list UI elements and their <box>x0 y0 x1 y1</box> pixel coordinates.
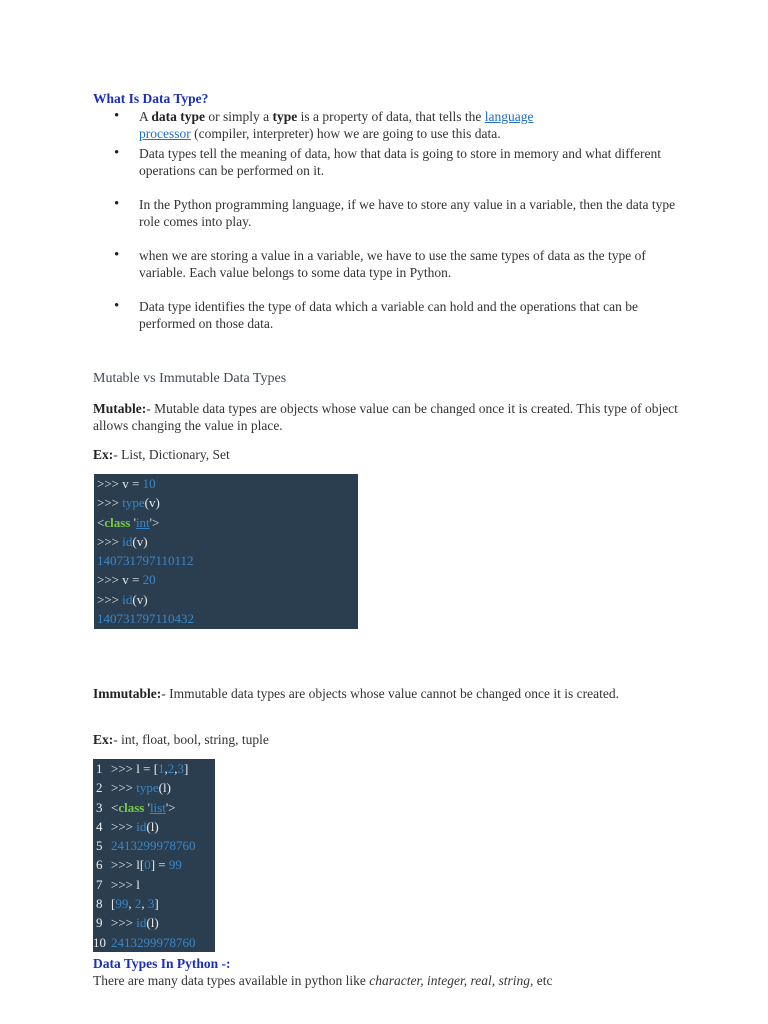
example-label: Ex: <box>93 732 114 747</box>
line-number: 8 <box>96 896 103 912</box>
code-text: >>> l[ <box>111 857 145 873</box>
code-function: type <box>136 780 159 796</box>
code-text: [ <box>111 896 116 912</box>
immutable-label: Immutable: <box>93 686 162 701</box>
code-number: 20 <box>142 572 156 588</box>
code-text: ] = <box>150 857 169 873</box>
code-line <box>93 875 215 894</box>
section-heading: Data Types In Python -: <box>93 956 231 971</box>
code-number: 2413299978760 <box>111 934 196 950</box>
example-text: - int, float, bool, string, tuple <box>113 732 269 747</box>
definition-list <box>112 108 682 332</box>
list-item: • Data types tell the meaning of data, how that data is going to store in memory and what different operations can be performed on it. <box>112 145 682 179</box>
code-block-immutable <box>93 759 215 952</box>
code-text: ] <box>154 896 159 912</box>
line-number: 1 <box>96 761 103 776</box>
code-text: (v) <box>132 591 148 607</box>
code-text: ' <box>130 514 136 530</box>
code-line <box>94 474 358 493</box>
code-function: id <box>122 533 133 549</box>
text: A <box>139 109 152 124</box>
code-text: , <box>128 896 135 912</box>
code-text: '> <box>165 799 176 815</box>
mutable-text: - Mutable data types are objects whose value can be changed once it is created. This type of object allows changing the value in place. <box>93 401 678 433</box>
code-function: id <box>136 818 147 834</box>
code-block-mutable <box>94 474 358 629</box>
code-keyword: class <box>118 799 145 815</box>
line-number: 6 <box>96 857 103 873</box>
code-number: 3 <box>147 896 155 912</box>
line-number: 2 <box>96 780 103 796</box>
code-line <box>93 798 215 817</box>
section-subheading: Mutable vs Immutable Data Types <box>93 371 287 386</box>
code-number: 3 <box>177 761 185 776</box>
mutable-label: Mutable: <box>93 401 147 416</box>
code-text: >>> <box>111 915 137 931</box>
code-line <box>93 855 215 874</box>
code-text: ' <box>144 799 150 815</box>
line-number: 4 <box>96 818 103 834</box>
line-number: 10 <box>93 934 106 950</box>
example-text: - List, Dictionary, Set <box>113 447 230 462</box>
code-number: 99 <box>115 896 129 912</box>
code-text: (l) <box>146 915 159 931</box>
code-line <box>93 894 215 913</box>
code-line <box>93 836 215 855</box>
code-line <box>94 609 358 628</box>
code-text: , <box>141 896 148 912</box>
code-text: , <box>164 761 168 776</box>
code-text: ] <box>184 761 189 776</box>
code-function: type <box>122 495 145 511</box>
code-number: 1 <box>158 761 165 776</box>
mutable-paragraph <box>93 400 693 434</box>
code-number: 99 <box>168 857 182 873</box>
code-text: >>> <box>111 780 137 796</box>
link-text[interactable]: processor <box>139 126 191 141</box>
code-line <box>94 493 358 512</box>
code-text: >>> <box>111 818 137 834</box>
text: There are many data types available in python like <box>93 973 370 988</box>
bold-term: type <box>272 109 298 124</box>
code-string: list <box>149 799 166 815</box>
italic-list: character, integer, real, string, <box>369 973 534 988</box>
code-number: 2413299978760 <box>111 838 196 854</box>
code-line <box>93 759 215 778</box>
immutable-example <box>93 731 269 748</box>
immutable-text: - Immutable data types are objects whose value cannot be changed once it is created. <box>161 686 619 701</box>
code-number: 2 <box>134 896 142 912</box>
code-text: < <box>111 799 119 815</box>
code-string: int <box>135 514 150 530</box>
code-function: id <box>122 591 133 607</box>
code-line <box>93 778 215 797</box>
code-line <box>93 913 215 932</box>
list-item <box>112 108 682 142</box>
code-line <box>94 590 358 609</box>
example-label: Ex: <box>93 447 114 462</box>
code-text: >>> l <box>111 876 140 892</box>
code-number: 10 <box>142 476 156 491</box>
code-number: 2 <box>167 761 175 776</box>
code-line <box>93 933 215 952</box>
code-line <box>94 513 358 532</box>
code-text: < <box>97 514 105 530</box>
code-line <box>94 570 358 589</box>
line-number: 3 <box>96 799 103 815</box>
list-item: • Data type identifies the type of data which a variable can hold and the operations that can be performed on those data. <box>112 298 682 332</box>
code-text: >>> <box>97 495 123 511</box>
text: (compiler, interpreter) how we are going to use this data. <box>190 126 501 141</box>
code-text: >>> <box>97 533 123 549</box>
text: etc <box>533 973 553 988</box>
page-heading: What Is Data Type? <box>93 91 209 106</box>
code-text: >>> l = [ <box>111 761 159 776</box>
line-number: 7 <box>96 876 103 892</box>
text: or simply a <box>205 109 273 124</box>
code-text: (v) <box>144 495 160 511</box>
code-text: (v) <box>132 533 148 549</box>
code-text: >>> v = <box>97 476 143 491</box>
code-line <box>94 551 358 570</box>
code-text: , <box>174 761 178 776</box>
code-number: 0 <box>144 857 151 873</box>
code-line <box>93 817 215 836</box>
code-number: 140731797110112 <box>97 553 194 569</box>
text: is a property of data, that tells the <box>297 109 485 124</box>
list-item: • In the Python programming language, if we have to store any value in a variable, then the data type role comes into play. <box>112 196 682 230</box>
code-text: >>> v = <box>97 572 143 588</box>
link-text[interactable]: language <box>484 109 534 124</box>
code-text: '> <box>149 514 160 530</box>
code-text: (l) <box>146 818 159 834</box>
code-line <box>94 532 358 551</box>
types-paragraph <box>93 972 713 989</box>
line-number: 5 <box>96 838 103 854</box>
immutable-paragraph <box>93 685 693 702</box>
code-keyword: class <box>104 514 131 530</box>
code-text: >>> <box>97 591 123 607</box>
bold-term: data type <box>151 109 206 124</box>
mutable-example <box>93 446 230 463</box>
code-function: id <box>136 915 147 931</box>
code-text: (l) <box>158 780 171 796</box>
code-number: 140731797110432 <box>97 611 195 627</box>
list-item: • when we are storing a value in a variable, we have to use the same types of data as the type of variable. Each value belongs to some data type in Python. <box>112 247 682 281</box>
line-number: 9 <box>96 915 103 931</box>
